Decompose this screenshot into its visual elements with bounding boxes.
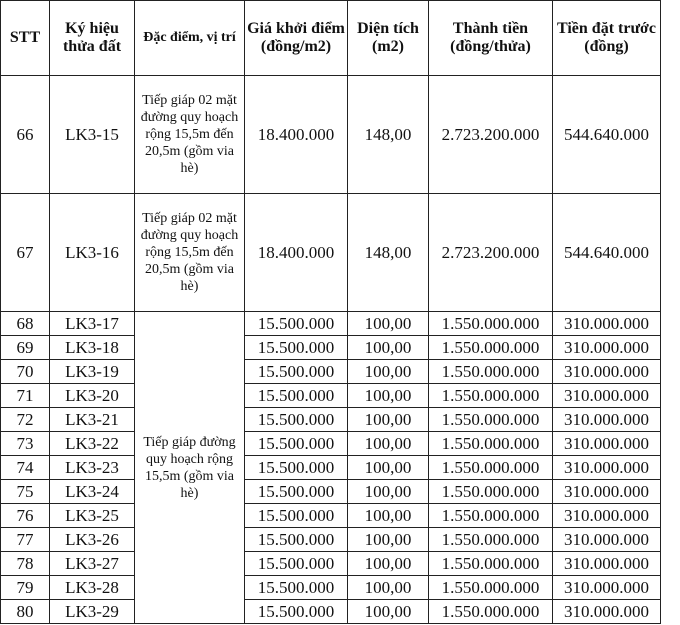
cell-feature: Tiếp giáp 02 mặt đường quy hoạch rộng 15,5m đến 20,5m (gồm via hè) (135, 76, 245, 194)
cell-deposit: 310.000.000 (553, 384, 661, 408)
table-row (1, 312, 661, 336)
cell-plot-code: LK3-19 (50, 360, 135, 384)
cell-start-price: 15.500.000 (245, 312, 348, 336)
cell-stt: 73 (1, 432, 50, 456)
cell-area: 100,00 (348, 480, 429, 504)
cell-start-price: 15.500.000 (245, 504, 348, 528)
table-row (1, 360, 661, 384)
cell-total: 1.550.000.000 (429, 384, 553, 408)
cell-plot-code: LK3-28 (50, 576, 135, 600)
header-deposit: Tiền đặt trước (đồng) (553, 1, 661, 76)
header-area: Diện tích (m2) (348, 1, 429, 76)
cell-start-price: 15.500.000 (245, 600, 348, 624)
cell-area: 100,00 (348, 576, 429, 600)
cell-deposit: 310.000.000 (553, 576, 661, 600)
cell-stt: 70 (1, 360, 50, 384)
cell-feature-merged: Tiếp giáp đường quy hoạch rộng 15,5m (gồm via hè) (135, 312, 245, 624)
cell-start-price: 15.500.000 (245, 552, 348, 576)
table-row (1, 432, 661, 456)
cell-stt: 77 (1, 528, 50, 552)
table-row (1, 480, 661, 504)
header-total: Thành tiền (đồng/thửa) (429, 1, 553, 76)
cell-start-price: 15.500.000 (245, 480, 348, 504)
cell-plot-code: LK3-23 (50, 456, 135, 480)
cell-deposit: 310.000.000 (553, 528, 661, 552)
cell-stt: 72 (1, 408, 50, 432)
cell-plot-code: LK3-21 (50, 408, 135, 432)
cell-total: 1.550.000.000 (429, 552, 553, 576)
cell-stt: 75 (1, 480, 50, 504)
header-start-price: Giá khởi điểm (đồng/m2) (245, 1, 348, 76)
cell-plot-code: LK3-20 (50, 384, 135, 408)
cell-start-price: 18.400.000 (245, 194, 348, 312)
cell-area: 100,00 (348, 504, 429, 528)
cell-area: 100,00 (348, 456, 429, 480)
table-row (1, 528, 661, 552)
cell-plot-code: LK3-22 (50, 432, 135, 456)
table-row (1, 384, 661, 408)
table-row (1, 504, 661, 528)
cell-deposit: 544.640.000 (553, 194, 661, 312)
cell-total: 1.550.000.000 (429, 336, 553, 360)
cell-plot-code: LK3-27 (50, 552, 135, 576)
table-row (1, 456, 661, 480)
cell-deposit: 310.000.000 (553, 336, 661, 360)
cell-stt: 80 (1, 600, 50, 624)
cell-start-price: 15.500.000 (245, 528, 348, 552)
cell-start-price: 15.500.000 (245, 576, 348, 600)
cell-area: 100,00 (348, 336, 429, 360)
cell-deposit: 310.000.000 (553, 480, 661, 504)
table-row (1, 194, 661, 312)
cell-area: 100,00 (348, 432, 429, 456)
cell-stt: 79 (1, 576, 50, 600)
cell-stt: 68 (1, 312, 50, 336)
cell-start-price: 15.500.000 (245, 408, 348, 432)
cell-deposit: 544.640.000 (553, 76, 661, 194)
cell-total: 1.550.000.000 (429, 360, 553, 384)
cell-total: 1.550.000.000 (429, 456, 553, 480)
cell-plot-code: LK3-17 (50, 312, 135, 336)
cell-deposit: 310.000.000 (553, 600, 661, 624)
cell-area: 100,00 (348, 600, 429, 624)
cell-area: 148,00 (348, 194, 429, 312)
header-row (1, 1, 661, 76)
table-row (1, 552, 661, 576)
cell-total: 1.550.000.000 (429, 408, 553, 432)
cell-deposit: 310.000.000 (553, 456, 661, 480)
cell-total: 1.550.000.000 (429, 432, 553, 456)
cell-plot-code: LK3-18 (50, 336, 135, 360)
header-feature: Đặc điểm, vị trí (135, 1, 245, 76)
table-row (1, 336, 661, 360)
cell-total: 1.550.000.000 (429, 480, 553, 504)
cell-total: 2.723.200.000 (429, 76, 553, 194)
cell-plot-code: LK3-29 (50, 600, 135, 624)
cell-plot-code: LK3-26 (50, 528, 135, 552)
cell-area: 100,00 (348, 312, 429, 336)
cell-area: 148,00 (348, 76, 429, 194)
table-row (1, 408, 661, 432)
cell-area: 100,00 (348, 408, 429, 432)
cell-plot-code: LK3-15 (50, 76, 135, 194)
cell-stt: 76 (1, 504, 50, 528)
table-row (1, 600, 661, 624)
cell-deposit: 310.000.000 (553, 312, 661, 336)
cell-deposit: 310.000.000 (553, 432, 661, 456)
header-stt: STT (1, 1, 50, 76)
cell-plot-code: LK3-24 (50, 480, 135, 504)
cell-stt: 74 (1, 456, 50, 480)
cell-area: 100,00 (348, 384, 429, 408)
cell-total: 1.550.000.000 (429, 600, 553, 624)
cell-start-price: 15.500.000 (245, 432, 348, 456)
cell-total: 1.550.000.000 (429, 312, 553, 336)
header-plot-code: Ký hiệu thửa đất (50, 1, 135, 76)
cell-plot-code: LK3-25 (50, 504, 135, 528)
cell-plot-code: LK3-16 (50, 194, 135, 312)
table-row (1, 76, 661, 194)
cell-feature: Tiếp giáp 02 mặt đường quy hoạch rộng 15,5m đến 20,5m (gồm via hè) (135, 194, 245, 312)
cell-area: 100,00 (348, 552, 429, 576)
cell-stt: 66 (1, 76, 50, 194)
cell-total: 1.550.000.000 (429, 528, 553, 552)
cell-stt: 67 (1, 194, 50, 312)
cell-stt: 69 (1, 336, 50, 360)
cell-start-price: 15.500.000 (245, 360, 348, 384)
cell-start-price: 15.500.000 (245, 336, 348, 360)
cell-start-price: 15.500.000 (245, 384, 348, 408)
cell-area: 100,00 (348, 360, 429, 384)
cell-start-price: 18.400.000 (245, 76, 348, 194)
cell-area: 100,00 (348, 528, 429, 552)
cell-total: 1.550.000.000 (429, 576, 553, 600)
cell-deposit: 310.000.000 (553, 552, 661, 576)
cell-total: 1.550.000.000 (429, 504, 553, 528)
cell-deposit: 310.000.000 (553, 360, 661, 384)
cell-total: 2.723.200.000 (429, 194, 553, 312)
cell-stt: 71 (1, 384, 50, 408)
cell-deposit: 310.000.000 (553, 408, 661, 432)
table-row (1, 576, 661, 600)
cell-stt: 78 (1, 552, 50, 576)
cell-start-price: 15.500.000 (245, 456, 348, 480)
cell-deposit: 310.000.000 (553, 504, 661, 528)
